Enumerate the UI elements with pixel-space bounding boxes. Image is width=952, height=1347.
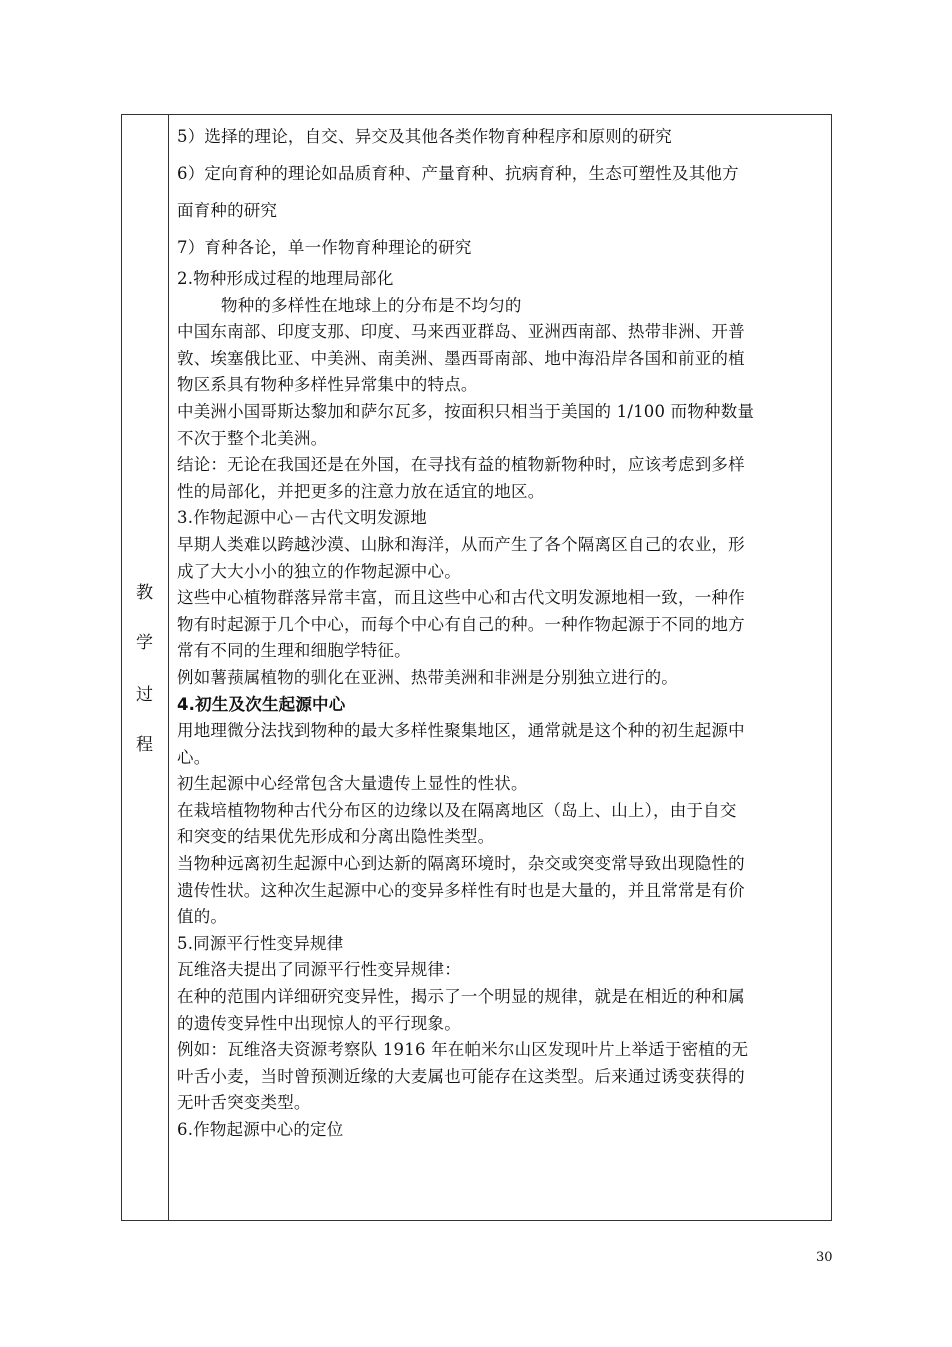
section-heading: 4.初生及次生起源中心 [177, 694, 346, 714]
text-line: 成了大大小小的独立的作物起源中心。 [177, 561, 461, 581]
text-line: 瓦维洛夫提出了同源平行性变异规律： [177, 960, 461, 980]
text-line: 6.作物起源中心的定位 [177, 1120, 344, 1139]
text-line: 敦、埃塞俄比亚、中美洲、南美洲、墨西哥南部、地中海沿岸各国和前亚的植 [177, 348, 745, 368]
side-label-char: 过 [136, 685, 153, 705]
text-line: 例如薯蓣属植物的驯化在亚洲、热带美洲和非洲是分别独立进行的。 [177, 667, 678, 687]
side-label-char: 学 [136, 633, 153, 653]
text-line: 值的。 [177, 907, 228, 927]
text-line: 这些中心植物群落异常丰富，而且这些中心和古代文明发源地相一致，一种作 [177, 588, 745, 608]
text-line: 初生起源中心经常包含大量遗传上显性的性状。 [177, 774, 528, 794]
text-line: 性的局部化，并把更多的注意力放在适宜的地区。 [177, 481, 545, 501]
page-number: 30 [816, 1250, 833, 1265]
text-line: 不次于整个北美洲。 [177, 428, 328, 448]
text-line: 5）选择的理论，自交、异交及其他各类作物育种程序和原则的研究 [177, 127, 672, 146]
text-line: 2.物种形成过程的地理局部化 [177, 269, 394, 288]
text-line: 物种的多样性在地球上的分布是不均匀的 [221, 295, 522, 315]
text-line: 中国东南部、印度支那、印度、马来西亚群岛、亚洲西南部、热带非洲、开普 [177, 322, 745, 342]
text-line: 早期人类难以跨越沙漠、山脉和海洋，从而产生了各个隔离区自己的农业，形 [177, 534, 745, 554]
text-line: 3.作物起源中心－古代文明发源地 [177, 508, 427, 528]
text-line: 用地理微分法找到物种的最大多样性聚集地区，通常就是这个种的初生起源中 [177, 721, 745, 741]
side-label-char: 教 [136, 583, 153, 603]
text-line: 物有时起源于几个中心，而每个中心有自己的种。一种作物起源于不同的地方 [177, 614, 745, 634]
text-line: 和突变的结果优先形成和分离出隐性类型。 [177, 827, 495, 847]
text-line: 在种的范围内详细研究变异性，揭示了一个明显的规律，就是在相近的种和属 [177, 987, 745, 1007]
text-line: 结论：无论在我国还是在外国，在寻找有益的植物新物种时，应该考虑到多样 [177, 455, 745, 475]
text-line: 的遗传变异性中出现惊人的平行现象。 [177, 1013, 461, 1033]
text-line: 面育种的研究 [177, 201, 278, 220]
text-line: 常有不同的生理和细胞学特征。 [177, 641, 411, 661]
text-line: 6）定向育种的理论如品质育种、产量育种、抗病育种，生态可塑性及其他方 [177, 164, 739, 183]
text-line: 当物种远离初生起源中心到达新的隔离环境时，杂交或突变常导致出现隐性的 [177, 854, 745, 874]
text-line: 心。 [177, 747, 211, 767]
text-line: 例如：瓦维洛夫资源考察队 1916 年在帕米尔山区发现叶片上举适于密植的无 [177, 1040, 749, 1060]
text-line: 在栽培植物物种古代分布区的边缘以及在隔离地区（岛上、山上），由于自交 [177, 800, 737, 820]
lesson-table [121, 114, 832, 1221]
text-line: 物区系具有物种多样性异常集中的特点。 [177, 375, 478, 395]
text-line: 叶舌小麦，当时曾预测近缘的大麦属也可能存在这类型。后来通过诱变获得的 [177, 1066, 745, 1086]
text-line: 7）育种各论，单一作物育种理论的研究 [177, 238, 472, 257]
text-line: 中美洲小国哥斯达黎加和萨尔瓦多，按面积只相当于美国的 1/100 而物种数量 [177, 401, 755, 421]
side-label-char: 程 [136, 735, 153, 755]
text-line: 无叶舌突变类型。 [177, 1093, 311, 1113]
content-cell [177, 118, 827, 1144]
side-label-column [122, 115, 169, 1220]
text-line: 遗传性状。这种次生起源中心的变异多样性有时也是大量的，并且常常是有价 [177, 880, 745, 900]
text-line: 5.同源平行性变异规律 [177, 933, 344, 953]
